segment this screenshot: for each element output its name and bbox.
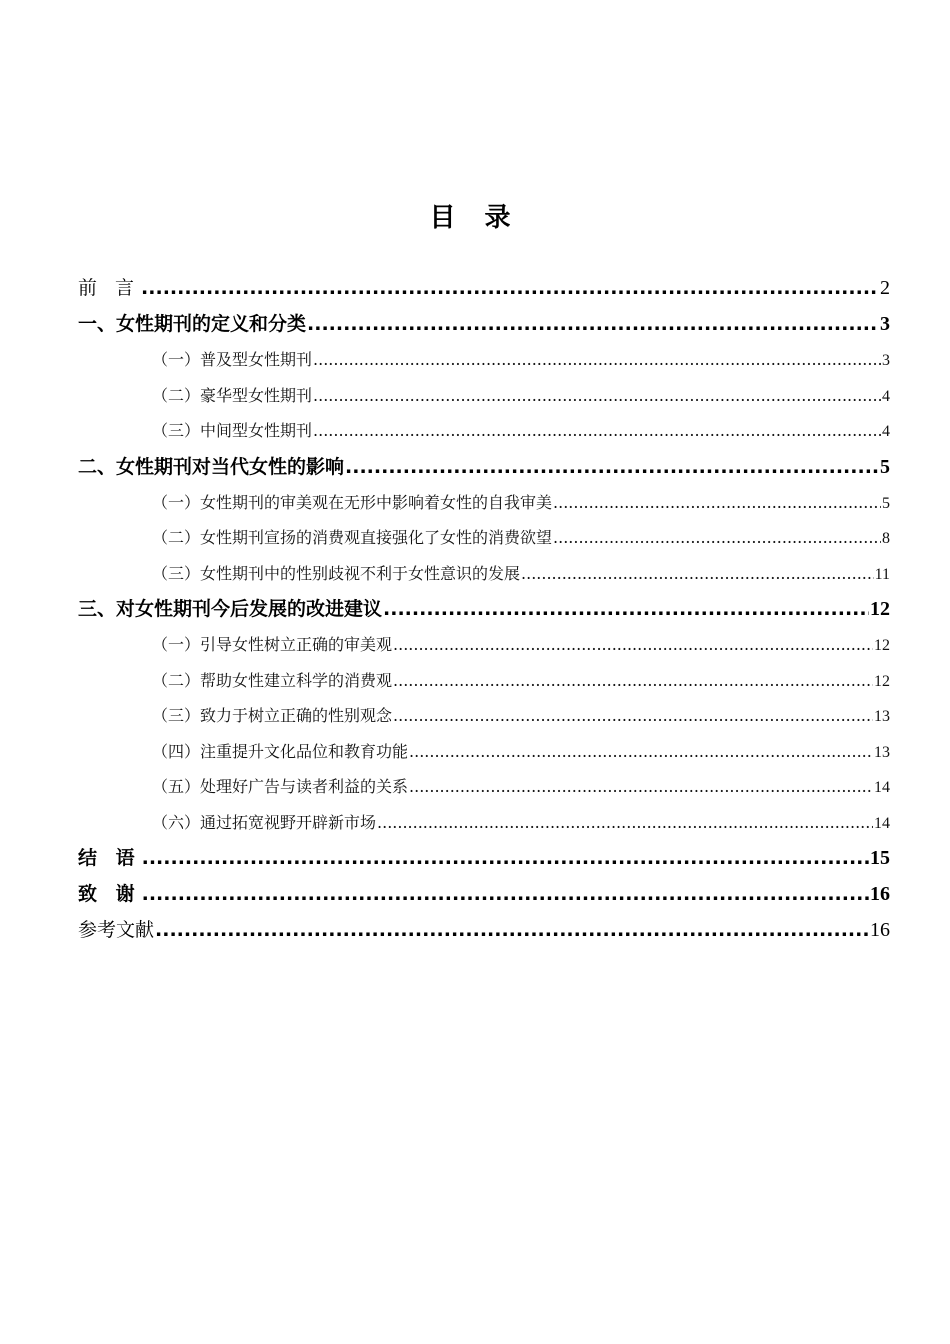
- toc-entry-section-3-6[interactable]: [78, 805, 890, 841]
- toc-page-number: 2: [880, 277, 890, 299]
- toc-entry-label: 结 语: [78, 847, 141, 869]
- toc-leader-dots: [141, 270, 879, 306]
- toc-entry-label: （四）注重提升文化品位和教育功能: [152, 741, 409, 761]
- toc-leader-dots: [393, 663, 873, 699]
- toc-leader-dots: [553, 485, 881, 521]
- toc-entry-section-2-1[interactable]: [78, 485, 890, 521]
- toc-leader-dots: [409, 769, 873, 805]
- toc-entry-references[interactable]: [78, 912, 890, 948]
- toc-entry-label: （三）女性期刊中的性别歧视不利于女性意识的发展: [152, 563, 521, 583]
- toc-entry-label: （一）普及型女性期刊: [152, 350, 313, 369]
- toc-leader-dots: [393, 627, 873, 663]
- toc-entry-label: 参考文献: [78, 919, 155, 941]
- toc-leader-dots: [142, 876, 869, 912]
- toc-entry-label: 致 谢: [78, 883, 141, 905]
- toc-page-number: 3: [880, 313, 890, 335]
- toc-page-number: 8: [882, 530, 890, 547]
- toc-entry-label: （一）女性期刊的审美观在无形中影响着女性的自我审美: [152, 492, 553, 512]
- toc-page-number: 14: [874, 779, 890, 796]
- toc-leader-dots: [409, 734, 873, 770]
- toc-page-number: 15: [870, 847, 890, 869]
- toc-entry-conclusion[interactable]: [78, 840, 890, 876]
- toc-title: 目 录: [429, 203, 521, 233]
- toc-entry-chapter-3[interactable]: [78, 591, 890, 627]
- toc-entry-preface[interactable]: [78, 270, 890, 306]
- toc-entry-section-2-3[interactable]: [78, 556, 890, 592]
- toc-page-number: 5: [880, 455, 890, 478]
- toc-entry-label: （五）处理好广告与读者利益的关系: [152, 777, 409, 796]
- toc-entry-section-3-2[interactable]: [78, 663, 890, 699]
- toc-leader-dots: [377, 805, 873, 841]
- toc-page-number: 12: [874, 637, 890, 654]
- toc-leader-dots: [142, 840, 869, 876]
- toc-page-number: 12: [870, 598, 890, 620]
- toc-leader-dots: [155, 912, 869, 948]
- toc-page-number: 4: [882, 387, 890, 405]
- toc-entry-label: 二、女性期刊对当代女性的影响: [78, 455, 345, 478]
- table-of-contents: [78, 270, 890, 948]
- toc-leader-dots: [383, 591, 869, 627]
- toc-leader-dots: [553, 520, 881, 556]
- toc-entry-label: （一）引导女性树立正确的审美观: [152, 635, 393, 654]
- toc-entry-label: （二）女性期刊宣扬的消费观直接强化了女性的消费欲望: [152, 528, 553, 547]
- toc-page-number: 16: [870, 883, 890, 905]
- toc-entry-section-1-2[interactable]: [78, 378, 890, 414]
- toc-leader-dots: [313, 413, 881, 449]
- toc-entry-label: （六）通过拓宽视野开辟新市场: [152, 812, 377, 832]
- toc-entry-section-3-1[interactable]: [78, 627, 890, 663]
- toc-entry-label: （三）中间型女性期刊: [152, 421, 313, 440]
- toc-page-number: 13: [874, 708, 890, 725]
- toc-entry-label: （三）致力于树立正确的性别观念: [152, 706, 393, 725]
- toc-leader-dots: [313, 342, 881, 378]
- toc-entry-chapter-2[interactable]: [78, 449, 890, 485]
- toc-entry-label: 前 言: [78, 277, 141, 299]
- toc-leader-dots: [393, 698, 873, 734]
- toc-entry-section-3-3[interactable]: [78, 698, 890, 734]
- toc-page-number: 12: [874, 672, 890, 690]
- toc-entry-section-1-1[interactable]: [78, 342, 890, 378]
- toc-entry-section-2-2[interactable]: [78, 520, 890, 556]
- toc-leader-dots: [521, 556, 874, 592]
- toc-page-number: 14: [874, 814, 890, 832]
- toc-leader-dots: [313, 378, 881, 414]
- toc-page-number: 16: [870, 919, 890, 941]
- toc-entry-chapter-1[interactable]: [78, 306, 890, 342]
- toc-leader-dots: [345, 449, 879, 485]
- toc-entry-label: 一、女性期刊的定义和分类: [78, 313, 307, 335]
- toc-entry-acknowledgements[interactable]: [78, 876, 890, 912]
- toc-page-number: 5: [882, 494, 890, 512]
- toc-entry-label: 三、对女性期刊今后发展的改进建议: [78, 598, 383, 620]
- toc-entry-section-3-5[interactable]: [78, 769, 890, 805]
- toc-entry-section-1-3[interactable]: [78, 413, 890, 449]
- toc-page-number: 3: [882, 352, 890, 369]
- toc-page-number: 11: [874, 565, 890, 583]
- toc-leader-dots: [307, 306, 879, 342]
- toc-entry-section-3-4[interactable]: [78, 734, 890, 770]
- toc-page-number: 4: [882, 423, 890, 440]
- toc-entry-label: （二）豪华型女性期刊: [152, 385, 313, 405]
- toc-page-number: 13: [874, 743, 890, 761]
- toc-entry-label: （二）帮助女性建立科学的消费观: [152, 670, 393, 690]
